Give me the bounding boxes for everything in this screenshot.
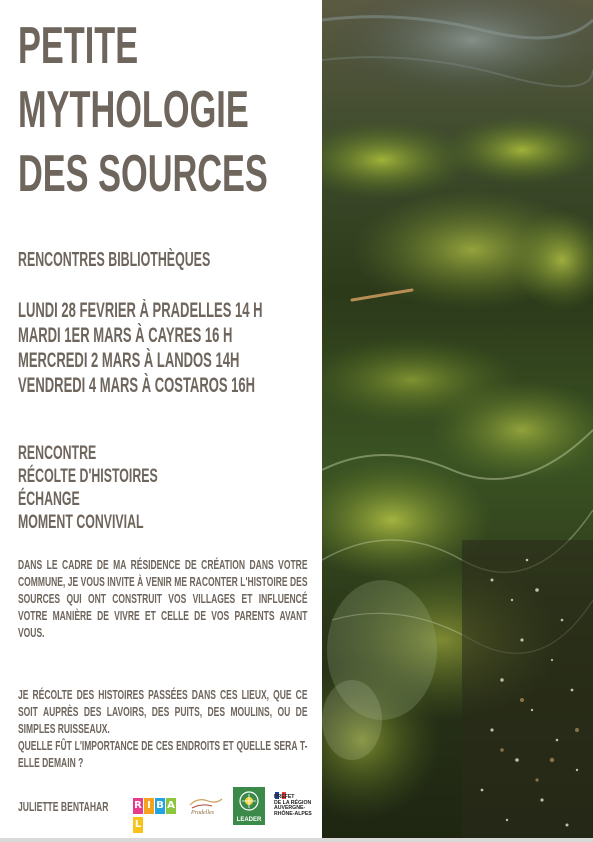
flag-icon	[275, 786, 286, 793]
subtitle: RENCONTRES BIBLIOTHÈQUES	[18, 249, 211, 271]
prefet-line: RHÔNE-ALPES	[274, 810, 312, 817]
prefet-line: PRÉFET	[274, 794, 295, 800]
intro-paragraph: DANS LE CADRE DE MA RÉSIDENCE DE CRÉATION DANS VOTRE COMMUNE, JE VOUS INVITE À VENIR ME RACONTER L'HISTOIRE DES SOURCES QUI ONT CONSTRUIT VOS VILLAGES ET INFLUENCÉ VOTRE MANIÈRE DE VIVRE ET CELLE DE VOS PARENTS AVANT VOUS.	[18, 557, 308, 640]
prefet-logo	[274, 786, 322, 828]
ribal-letter: A	[166, 798, 176, 814]
second-paragraph	[18, 686, 308, 771]
activity-item: ÉCHANGE	[18, 489, 80, 510]
poster-title	[18, 14, 268, 206]
date-item: MERCREDI 2 MARS À LANDOS 14H	[18, 349, 240, 372]
activity-item: RÉCOLTE D'HISTOIRES	[18, 466, 158, 487]
ribal-letter: B	[155, 798, 165, 814]
date-item: LUNDI 28 FEVRIER À PRADELLES 14 H	[18, 299, 263, 322]
title-line: DES SOURCES	[18, 145, 268, 203]
leader-logo	[232, 786, 266, 826]
activities-list	[18, 442, 158, 534]
activity-item: RENCONTRE	[18, 443, 97, 464]
prefet-line: AUVERGNE-	[274, 805, 306, 812]
bottom-divider	[0, 838, 593, 842]
paragraph-line: QUELLE FÛT L'IMPORTANCE DE CES ENDROITS ET QUELLE SERA T-ELLE DEMAIN ?	[18, 738, 308, 770]
date-item: MARDI 1ER MARS À CAYRES 16 H	[18, 324, 233, 347]
paragraph-line: JE RÉCOLTE DES HISTOIRES PASSÉES DANS CES LIEUX, QUE CE SOIT AUPRÈS DES LAVOIRS, DES PUITS, DES MOULINS, OU DE SIMPLES RUISSEAUX.	[18, 687, 308, 736]
ribal-letter: I	[144, 798, 154, 814]
ribal-letter: L	[133, 817, 143, 833]
prefet-line: DE LA RÉGION	[274, 799, 312, 806]
leader-label: LEADER	[236, 817, 262, 823]
stream-photo	[322, 0, 593, 842]
pradelles-logo	[188, 795, 224, 817]
pradelles-label: Pradelles	[191, 810, 214, 816]
date-item: VENDREDI 4 MARS À COSTAROS 16H	[18, 374, 256, 397]
title-line: PETITE	[18, 17, 139, 75]
title-line: MYTHOLOGIE	[18, 81, 249, 139]
activity-item: MOMENT CONVIVIAL	[18, 512, 144, 533]
ribal-letter: R	[133, 798, 143, 814]
dates-list	[18, 298, 263, 398]
prefet-text	[274, 795, 312, 817]
ribal-logo	[133, 795, 183, 830]
author-name: JULIETTE BENTAHAR	[18, 799, 109, 814]
moss-water-image	[322, 0, 593, 842]
